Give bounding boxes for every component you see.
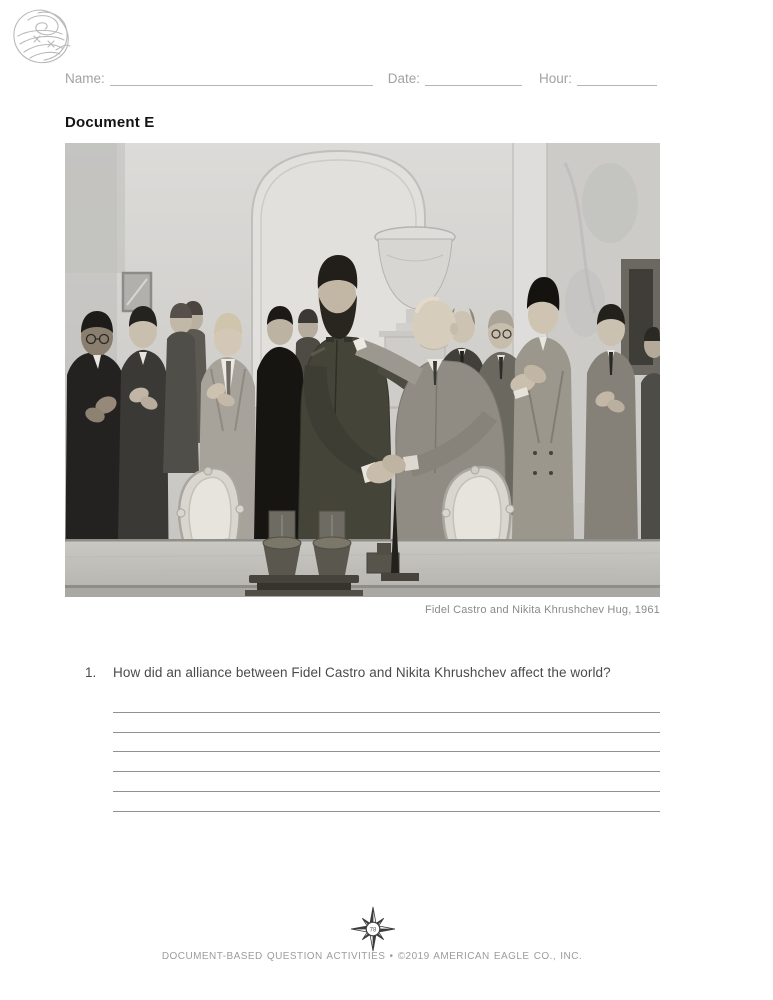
compass-rose-icon [349,905,397,953]
answer-line[interactable] [113,693,660,713]
sketch-globe-icon [8,6,76,70]
answer-line[interactable] [113,752,660,772]
date-label: Date: [387,71,420,86]
answer-line[interactable] [113,713,660,733]
footer-credit: DOCUMENT-BASED QUESTION ACTIVITIES • ©2019 AMERICAN EAGLE CO., INC. [161,951,583,962]
hour-input[interactable] [577,70,657,86]
hour-label: Hour: [538,71,572,86]
question-number: 1. [85,665,97,680]
answer-line[interactable] [113,772,660,792]
answer-lines [113,693,660,812]
document-photo [65,143,660,597]
header-fields [65,66,657,86]
question-text: How did an alliance between Fidel Castro and Nikita Khrushchev affect the world? [113,665,611,680]
document-title: Document E [65,114,155,131]
name-label: Name: [65,71,105,86]
page-number: 78 [369,927,377,934]
photo-caption: Fidel Castro and Nikita Khrushchev Hug, 1961 [424,604,660,616]
date-input[interactable] [425,70,522,86]
answer-line[interactable] [113,733,660,753]
castro-khrushchev-photo-illustration [65,143,660,597]
answer-line[interactable] [113,792,660,812]
name-input[interactable] [110,70,373,86]
